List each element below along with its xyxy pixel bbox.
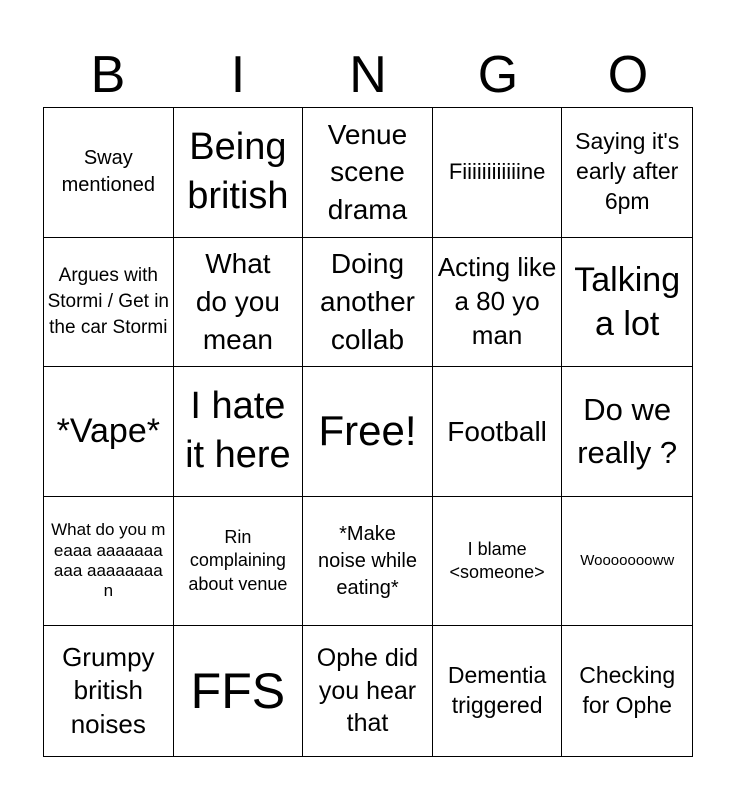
bingo-header [43,42,693,108]
bingo-cell[interactable] [303,238,433,368]
bingo-cell[interactable] [44,626,174,756]
bingo-cell-text: Talking a lot [574,260,681,343]
bingo-cell-text: I blame <someone> [449,538,545,583]
header-letter-g: G [477,46,519,104]
bingo-cell[interactable] [303,367,433,497]
bingo-cell[interactable] [562,108,692,238]
bingo-cell[interactable] [433,108,563,238]
bingo-cell[interactable] [562,497,692,627]
header-letter-n: N [349,46,387,104]
bingo-cell[interactable] [174,108,304,238]
header-letter-i: I [230,46,246,104]
bingo-cell-text: I hate it here [185,385,291,477]
bingo-cell-text: Ophe did you hear that [316,644,419,738]
header-letter-o: O [607,46,649,104]
bingo-cell-text: Football [447,415,547,447]
bingo-cell[interactable] [303,497,433,627]
bingo-cell-text: Being british [187,125,289,218]
bingo-cell-text: Grumpy british noises [62,641,155,740]
bingo-cell-text: Venue scene drama [327,118,408,226]
bingo-cell-text: Free! [318,407,417,455]
bingo-cell[interactable] [303,626,433,756]
bingo-cell-text: Saying it's early after 6pm [575,128,680,215]
header-letter-b: B [90,46,126,104]
bingo-cell[interactable] [44,108,174,238]
bingo-board [43,107,693,757]
bingo-cell-text: Rin complaining about venue [188,527,288,594]
bingo-cell-text: Fiiiiiiiiiiiine [448,159,546,184]
bingo-cell-text: Checking for Ophe [579,662,676,719]
bingo-cell-text: Sway mentioned [61,147,155,197]
bingo-cell[interactable] [303,108,433,238]
bingo-cell-text: What do you meaaa aaaaaaaaaa aaaaaaaan [51,520,166,601]
bingo-cell[interactable] [433,367,563,497]
bingo-cell-text: What do you mean [195,248,280,355]
bingo-cell[interactable] [174,497,304,627]
bingo-cell-text: Woooooooww [580,552,675,570]
bingo-cell-text: Doing another collab [320,248,415,355]
bingo-cell-text: *Make noise while eating* [318,522,417,599]
bingo-cell[interactable] [174,626,304,756]
bingo-cell-text: Dementia triggered [447,662,547,719]
bingo-cell[interactable] [44,497,174,627]
bingo-cell[interactable] [44,367,174,497]
bingo-cell-text: FFS [190,663,286,720]
bingo-cell[interactable] [44,238,174,368]
bingo-cell[interactable] [433,238,563,368]
bingo-cell-text: Argues with Stormi / Get in the car Stormi [47,265,169,338]
bingo-cell[interactable] [433,626,563,756]
bingo-cell-text: *Vape* [56,412,160,451]
bingo-cell[interactable] [174,238,304,368]
bingo-cell[interactable] [174,367,304,497]
bingo-cell[interactable] [433,497,563,627]
bingo-cell-text: Do we really ? [577,392,678,471]
bingo-cell-text: Acting like a 80 yo man [437,252,557,350]
bingo-cell[interactable] [562,367,692,497]
bingo-cell[interactable] [562,238,692,368]
bingo-cell[interactable] [562,626,692,756]
